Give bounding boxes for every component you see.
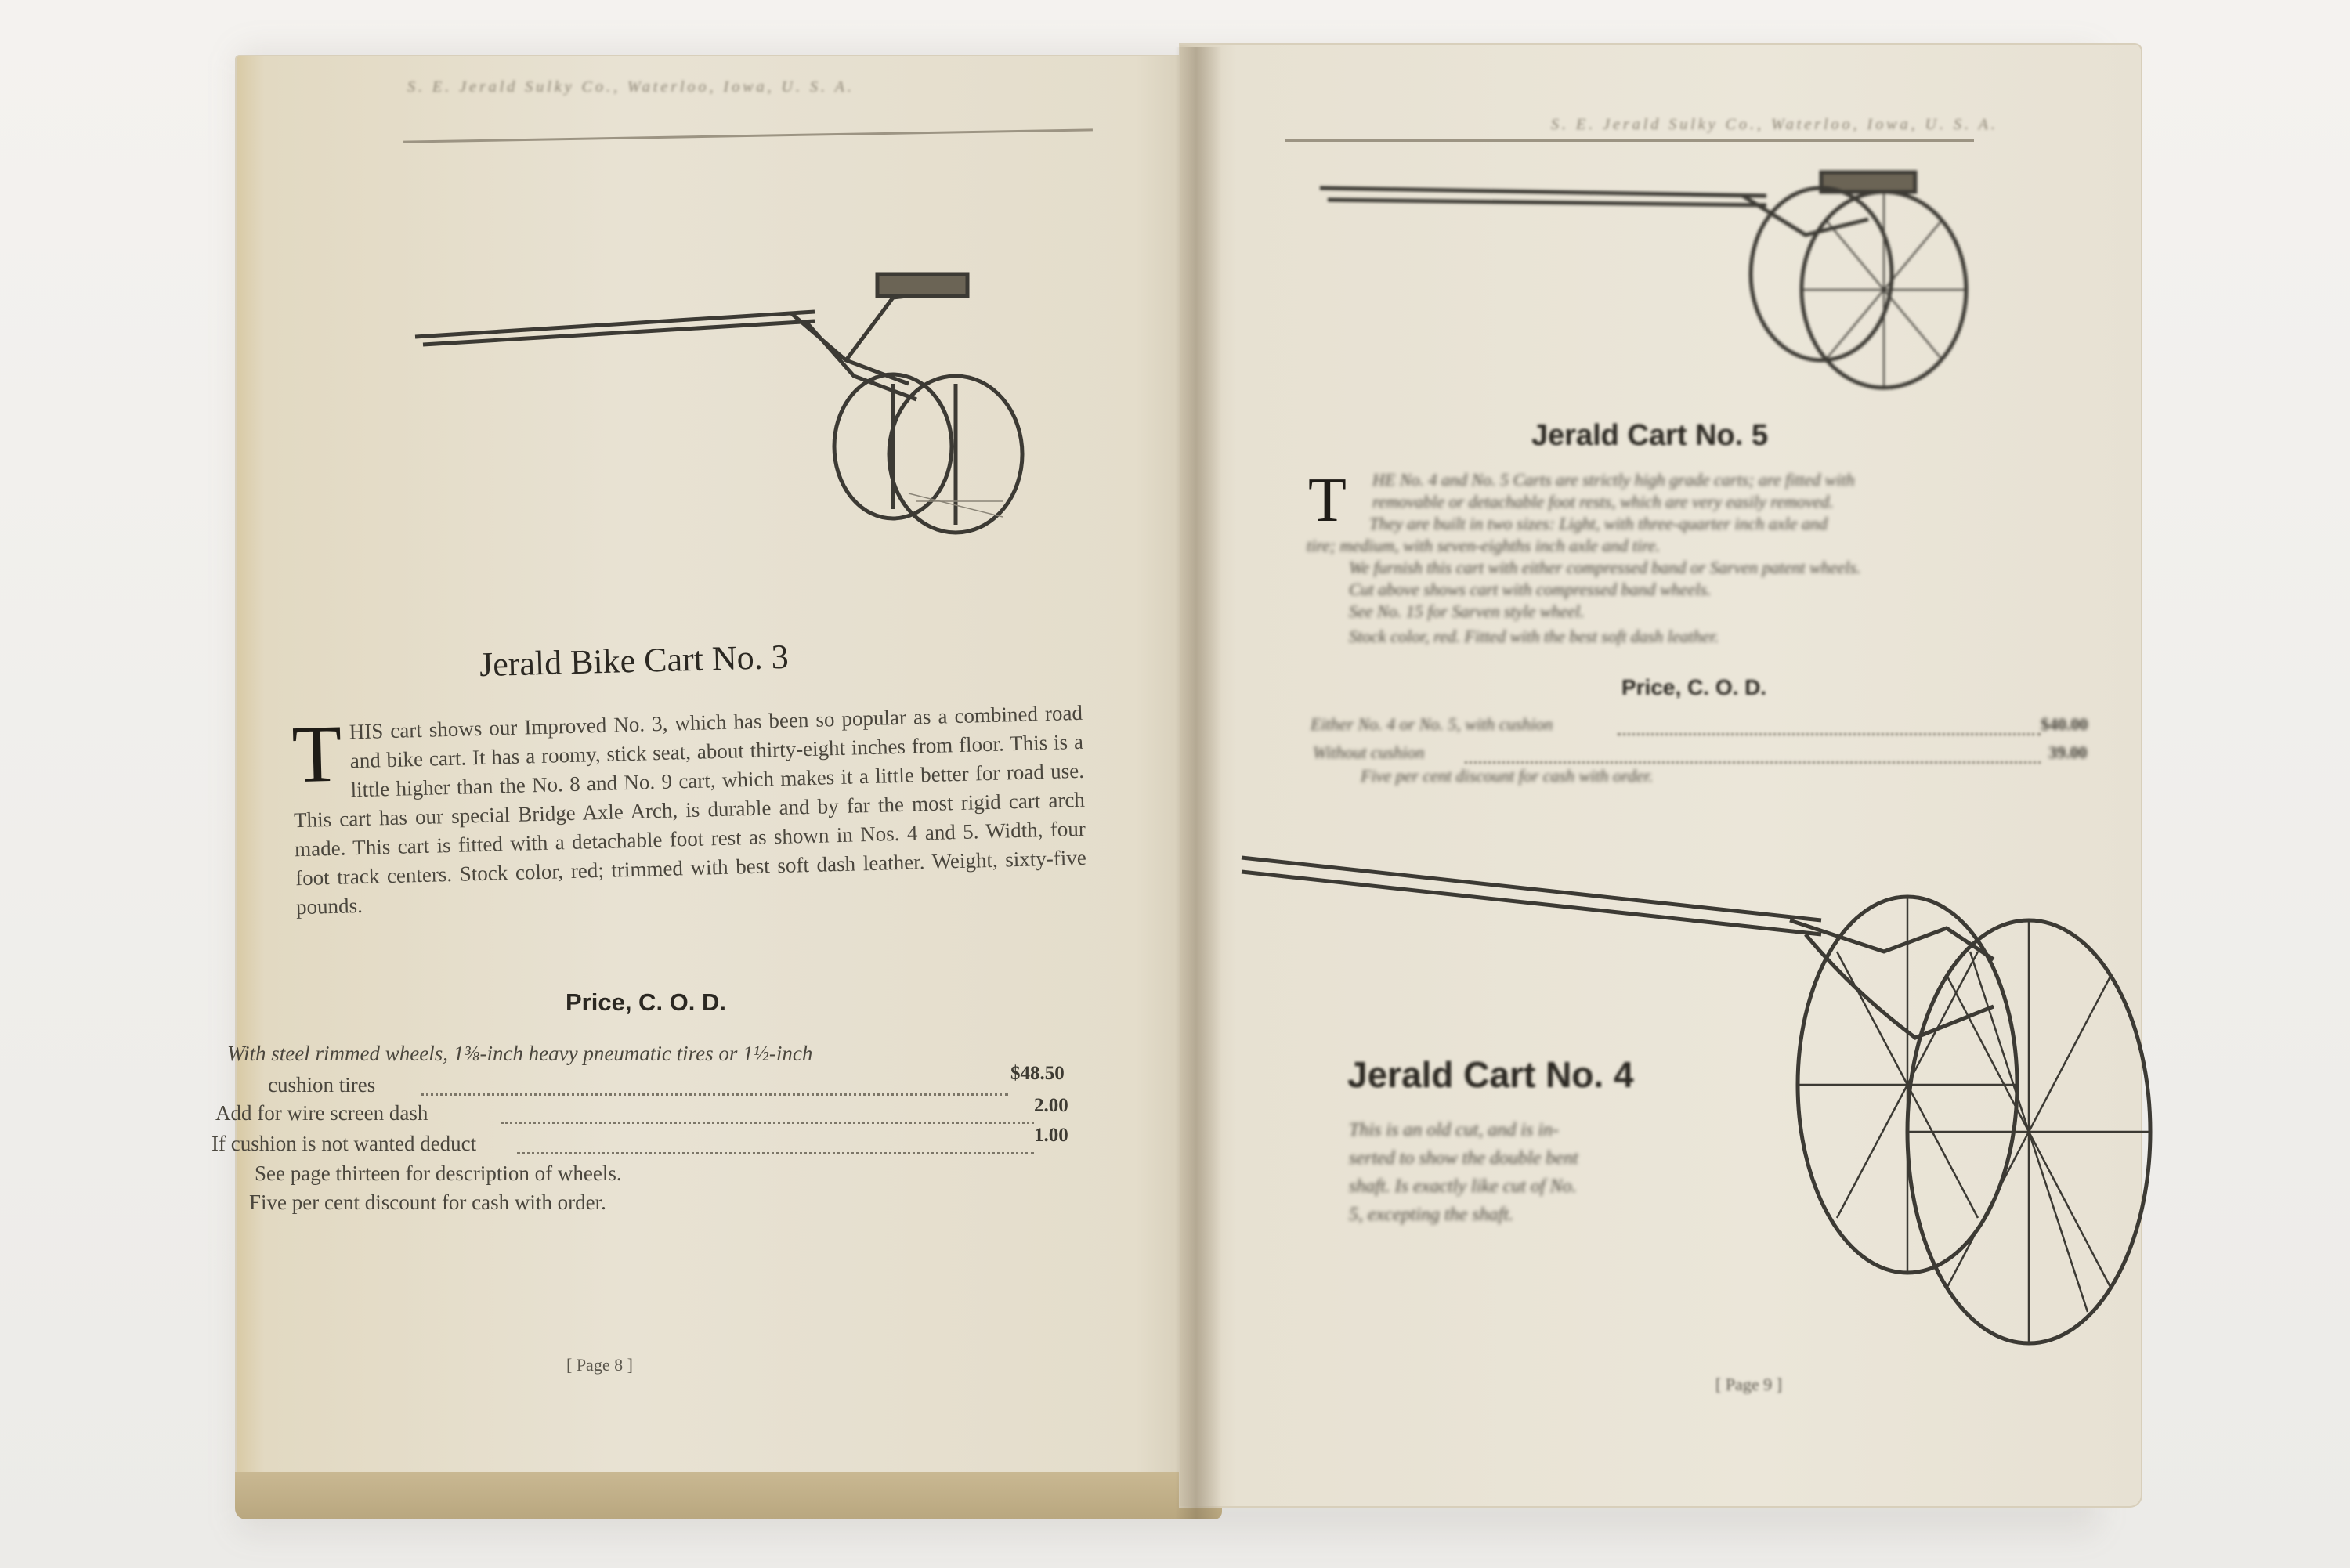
cart5-desc-line-4: tire; medium, with seven-eighths inch axle and tire. bbox=[1307, 536, 1661, 555]
left-price-heading: Price, C. O. D. bbox=[566, 988, 727, 1016]
cart4-text-2: serted to show the double bent bbox=[1349, 1148, 1578, 1169]
left-dropcap: T bbox=[291, 708, 343, 800]
right-page-number: [ Page 9 ] bbox=[1716, 1375, 1782, 1394]
right-price-heading: Price, C. O. D. bbox=[1622, 675, 1767, 699]
left-page-number: [ Page 8 ] bbox=[566, 1355, 633, 1375]
cart5-desc-line-2: removable or detachable foot rests, which are very easily removed. bbox=[1372, 492, 1834, 511]
left-running-head: S. E. Jerald Sulky Co., Waterloo, Iowa, U. S. A. bbox=[407, 78, 855, 96]
price-line-2: Add for wire screen dash bbox=[215, 1101, 428, 1125]
left-note-2: Five per cent discount for cash with order. bbox=[249, 1190, 606, 1214]
price-line-1b: cushion tires bbox=[268, 1073, 376, 1097]
bike-cart-no3-illustration bbox=[407, 266, 1050, 525]
price-dots-2 bbox=[501, 1122, 1034, 1124]
right-price-line-1: Either No. 4 or No. 5, with cushion bbox=[1311, 714, 1553, 734]
left-note-1: See page thirteen for description of wheels. bbox=[255, 1162, 622, 1185]
right-price-dots-2 bbox=[1465, 761, 2041, 764]
left-description bbox=[291, 699, 1087, 922]
right-running-head: S. E. Jerald Sulky Co., Waterloo, Iowa, U. S. A. bbox=[1551, 116, 1998, 133]
left-page-title: Jerald Bike Cart No. 3 bbox=[479, 637, 790, 685]
cart4-text-4: 5, excepting the shaft. bbox=[1349, 1205, 1513, 1225]
right-note: Five per cent discount for cash with order. bbox=[1361, 766, 1654, 786]
left-description-text: HIS cart shows our Improved No. 3, which has been so popular as a combined road and bike cart. It has a roomy, stick seat, about thirty-eight inches from floor. This is a little higher than the No. 8 and No. 9 cart, which makes it a little better for road use. This cart has our special Bridge Axle Arch, is durable and by far the most rigid cart arch made. This cart is fitted with a detachable foot rest as shown in Nos. 4 and 5. Width, four foot track centers. Stock color, red; trimmed with best soft dash leather. Weight, sixty-five pounds. bbox=[293, 700, 1087, 919]
cart4-title: Jerald Cart No. 4 bbox=[1347, 1054, 1634, 1095]
price-line-1: With steel rimmed wheels, 1⅜-inch heavy pneumatic tires or 1½-inch bbox=[227, 1042, 813, 1065]
cart5-desc-line-8: Stock color, red. Fitted with the best soft dash leather. bbox=[1349, 627, 1719, 646]
cart-no5-illustration bbox=[1320, 157, 1978, 392]
price-amount-3: 1.00 bbox=[1034, 1125, 1068, 1146]
page-edge bbox=[235, 1472, 1222, 1519]
right-header-rule bbox=[1285, 139, 1974, 142]
cart5-desc-line-7: See No. 15 for Sarven style wheel. bbox=[1349, 602, 1585, 621]
cart5-desc-line-5: We furnish this cart with either compressed band or Sarven patent wheels. bbox=[1349, 558, 1861, 577]
cart5-desc-line-3: They are built in two sizes: Light, with three-quarter inch axle and bbox=[1369, 514, 1828, 533]
price-line-3: If cushion is not wanted deduct bbox=[212, 1132, 477, 1155]
cart5-desc-line-6: Cut above shows cart with compressed band wheels. bbox=[1349, 580, 1712, 599]
right-dropcap: T bbox=[1308, 466, 1347, 535]
right-price-amount-2: 39.00 bbox=[2048, 742, 2088, 762]
cart4-text-1: This is an old cut, and is in- bbox=[1349, 1120, 1560, 1140]
price-amount-2: 2.00 bbox=[1034, 1095, 1068, 1116]
right-price-amount-1: $40.00 bbox=[2041, 714, 2088, 734]
cart5-desc-line-1: HE No. 4 and No. 5 Carts are strictly high grade carts; are fitted with bbox=[1372, 470, 1855, 490]
price-dots-3 bbox=[517, 1152, 1034, 1154]
cart5-title: Jerald Cart No. 5 bbox=[1531, 419, 1768, 452]
right-price-line-2: Without cushion bbox=[1313, 742, 1425, 762]
price-dots-1 bbox=[421, 1093, 1008, 1096]
book-gutter bbox=[1175, 47, 1222, 1519]
cart4-text-3: shaft. Is exactly like cut of No. bbox=[1349, 1176, 1577, 1197]
price-amount-1: $48.50 bbox=[1010, 1063, 1065, 1084]
right-price-dots-1 bbox=[1618, 733, 2041, 735]
